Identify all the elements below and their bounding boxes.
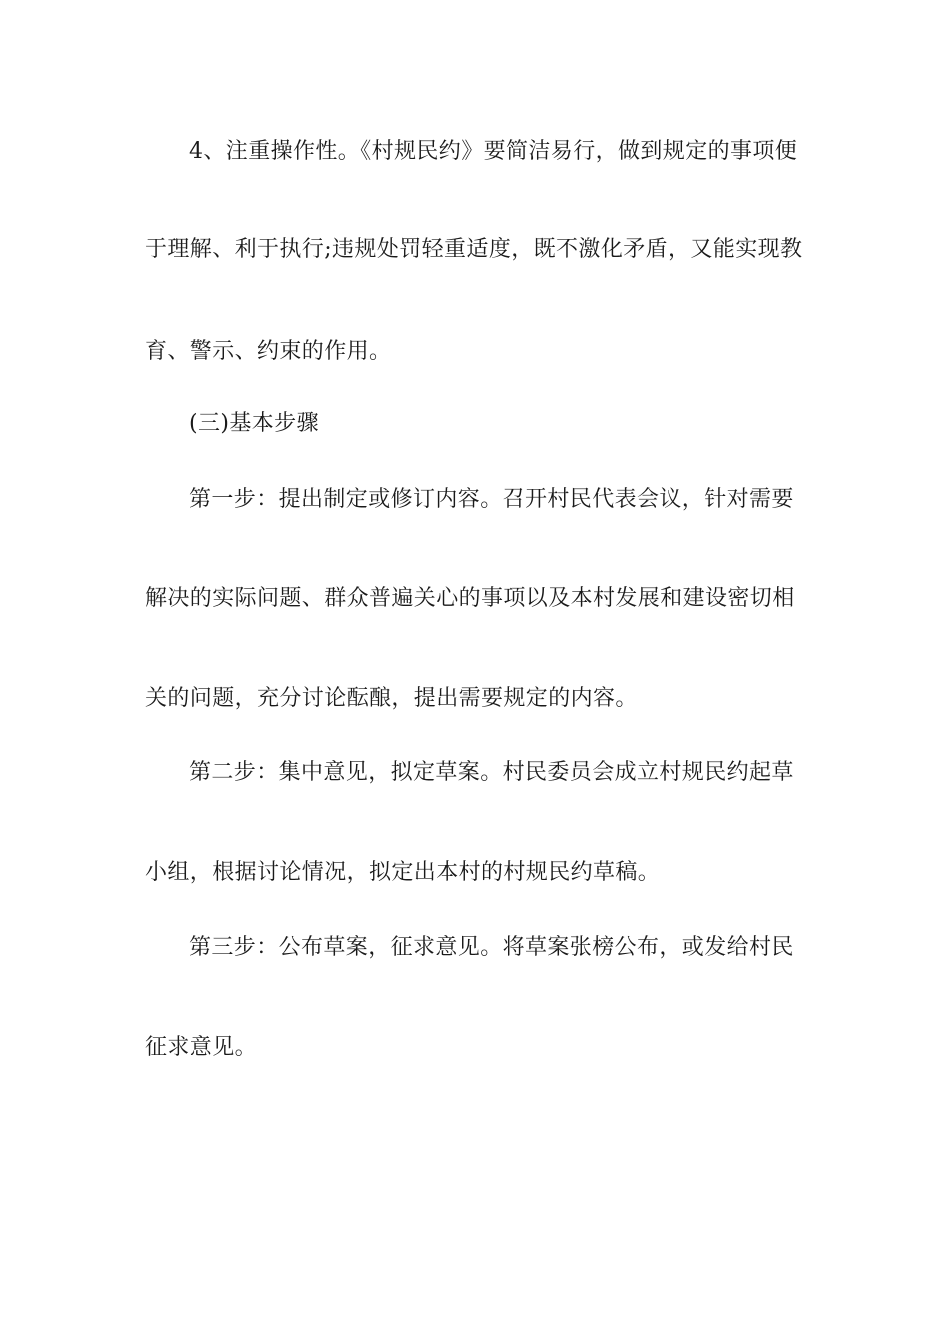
- section-heading: (三)基本步骤: [189, 411, 319, 436]
- text-line: 于理解、利于执行;违规处罚轻重适度，既不激化矛盾，又能实现教: [145, 237, 803, 262]
- text-line: 小组，根据讨论情况，拟定出本村的村规民约草稿。: [145, 860, 661, 885]
- text-line: 关的问题，充分讨论酝酿，提出需要规定的内容。: [145, 686, 638, 711]
- text-line: 第一步：提出制定或修订内容。召开村民代表会议，针对需要: [189, 487, 794, 512]
- text-line: 育、警示、约束的作用。: [145, 339, 392, 364]
- text-line: 第三步：公布草案，征求意见。将草案张榜公布，或发给村民: [189, 935, 794, 960]
- text-line: 解决的实际问题、群众普遍关心的事项以及本村发展和建设密切相: [145, 586, 795, 611]
- text-line: 征求意见。: [145, 1035, 258, 1060]
- text-line: 第二步：集中意见，拟定草案。村民委员会成立村规民约起草: [189, 760, 794, 785]
- text-line: 4、注重操作性。《村规民约》要简洁易行，做到规定的事项便: [189, 139, 798, 164]
